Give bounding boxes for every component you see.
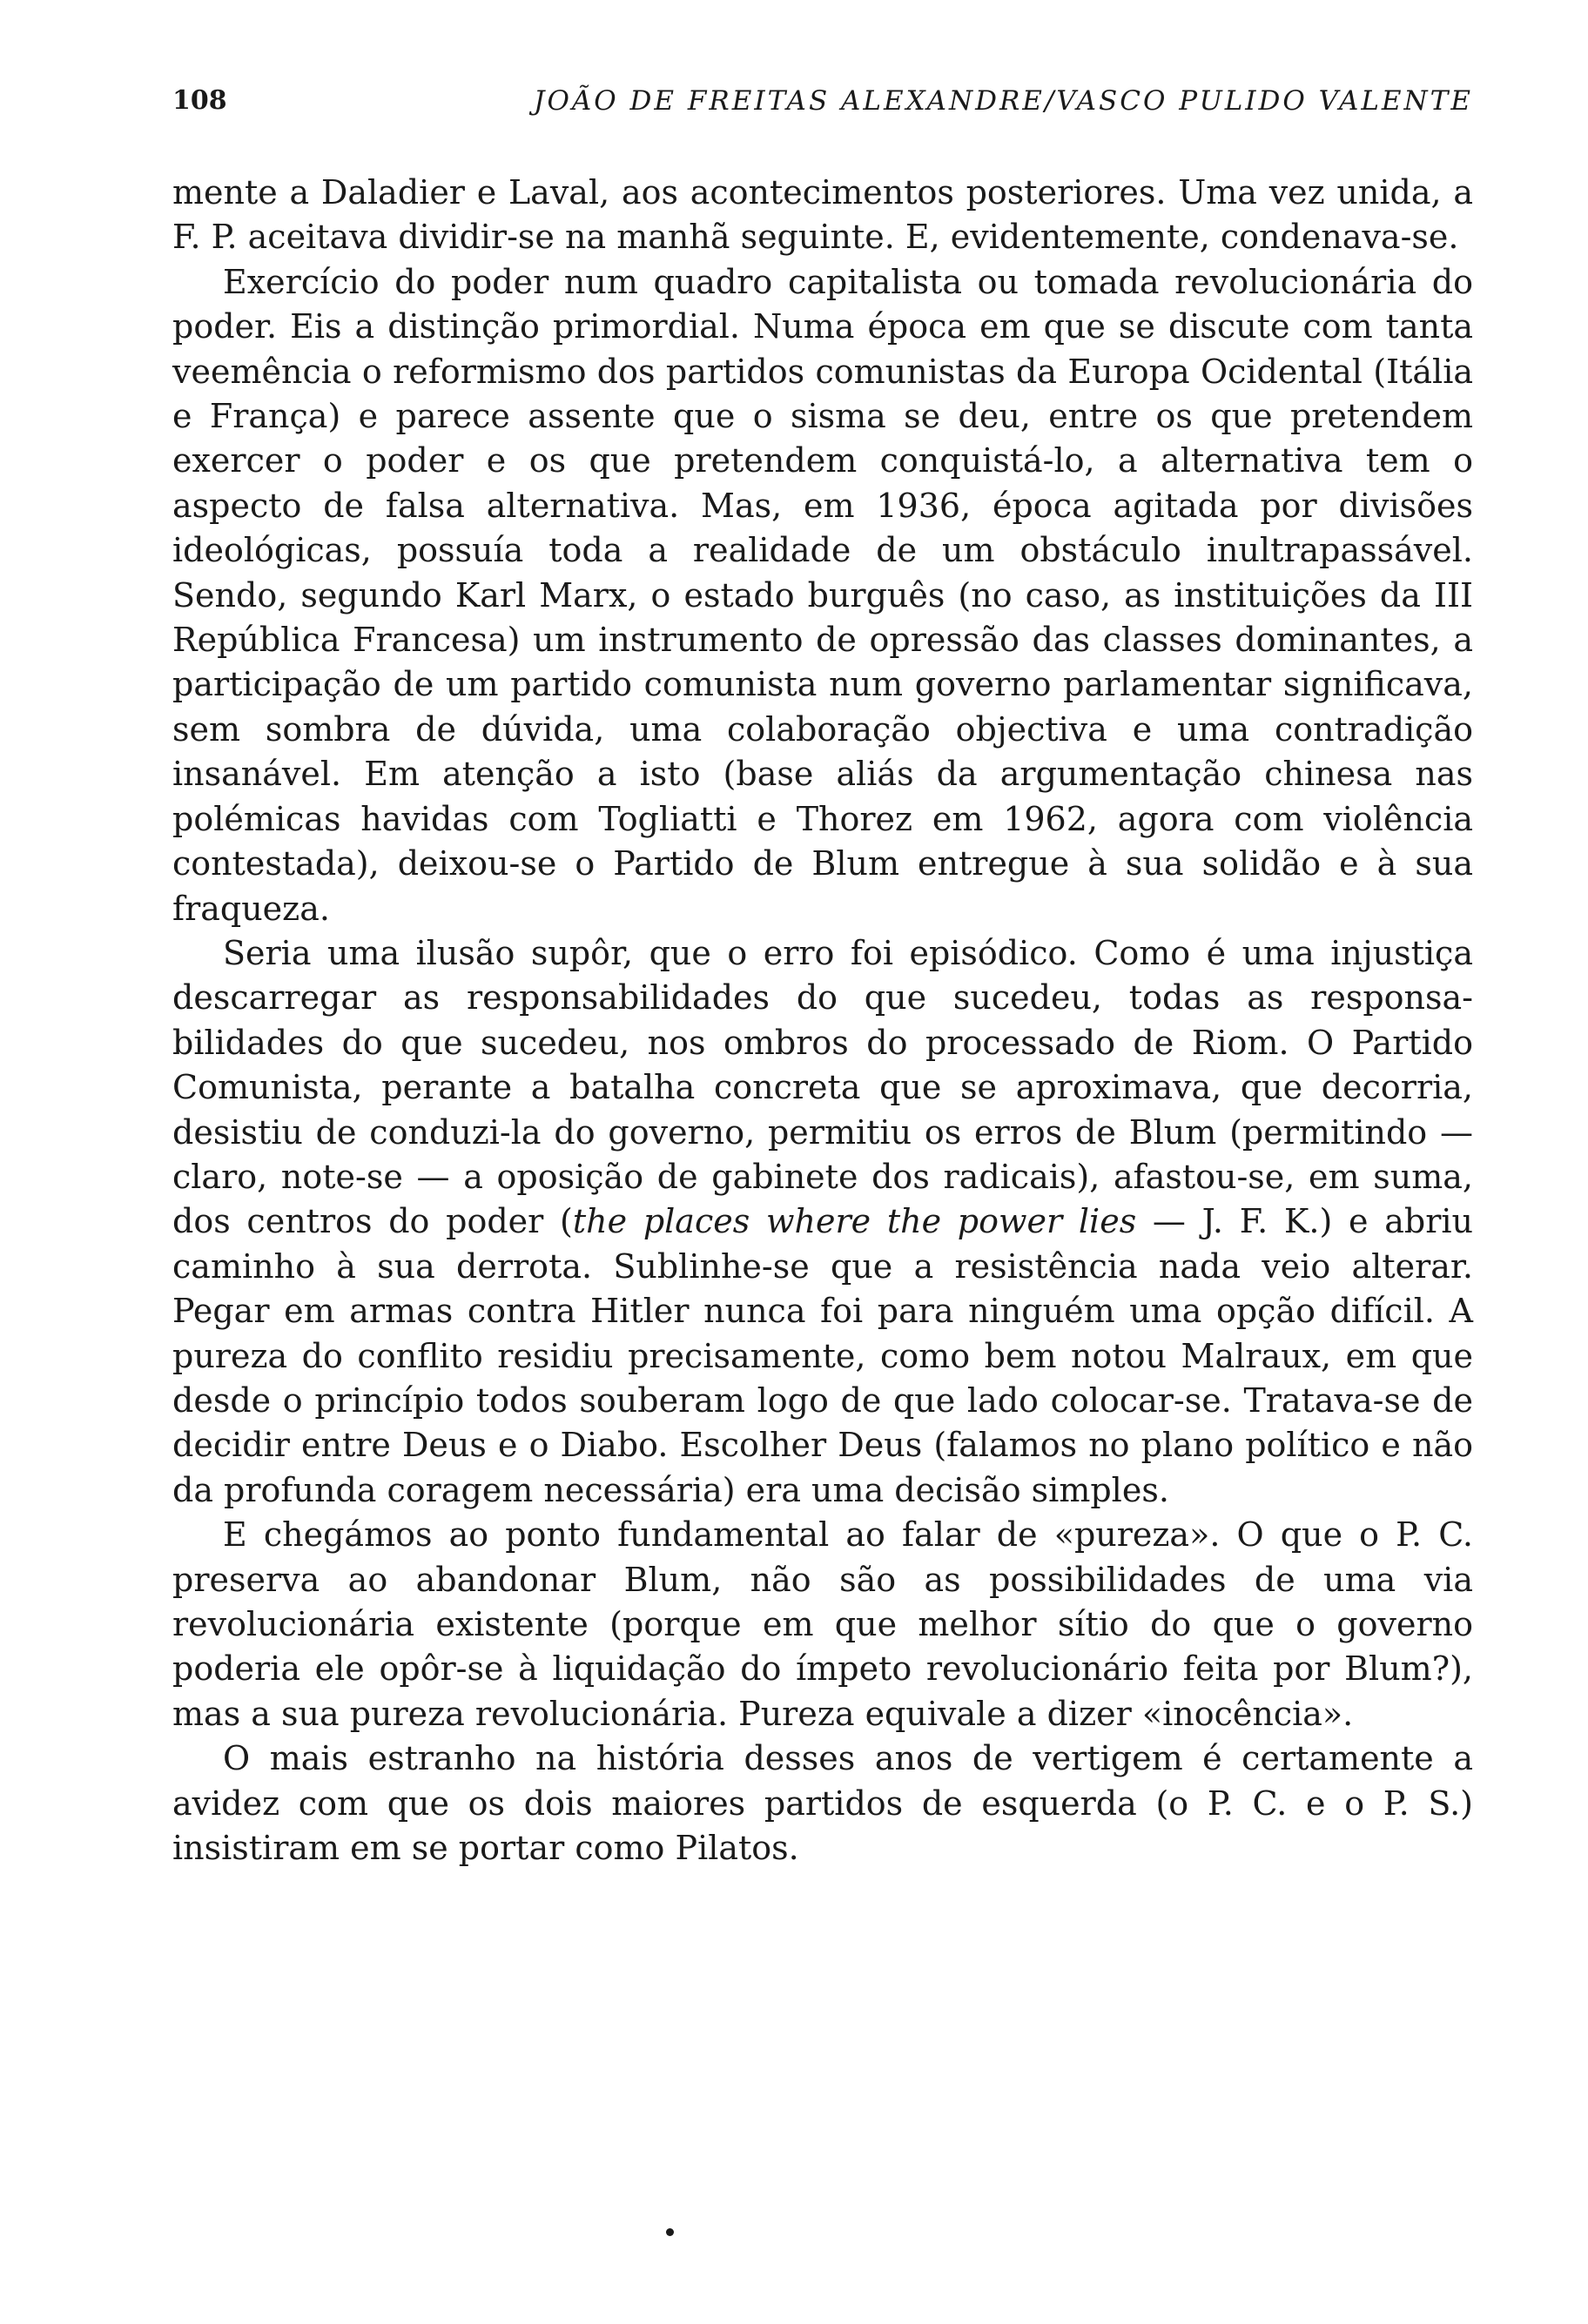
paragraph-2: Exercício do poder num quadro capitalista ou tomada revolucionária do poder. Eis a distinção primordial. Numa época em que se discute com tanta veemência o reformismo dos partidos comunistas da Europa Ocidental (Itália e França) e parece assente que o sisma se deu, entre os que pretendem exercer o poder e os que pretendem conquistá-lo, a alternativa tem o aspecto de falsa alternativa. Mas, em 1936, época agitada por divisões ideológicas, possuía toda a realidade de um obstáculo inultrapassável. Sendo, segundo Karl Marx, o estado burguês (no caso, as instituições da III República Francesa) um instrumento de opressão das classes dominantes, a participação de um partido comunista num governo parlamentar significava, sem sombra de dúvida, uma colaboração objectiva e uma contradição insanável. Em atenção a isto (base aliás da argumentação chinesa nas polémicas havidas com Togliatti e Thorez em 1962, agora com violência contestada), deixou-se o Partido de Blum entregue à sua solidão e à sua fraqueza. (172, 262, 1473, 928)
running-title: JOÃO DE FREITAS ALEXANDRE/VASCO PULIDO VALENTE (534, 85, 1473, 117)
book-page (172, 84, 1473, 1871)
paragraph-5: O mais estranho na história desses anos de vertigem é certamente a avidez com que os dois maiores partidos de esquerda (o P. C. e o P. S.) insistiram em se portar como Pilatos. (172, 1739, 1473, 1868)
paragraph-3-part-b: — J. F. K.) e abriu caminho à sua derrota. Sublinhe-se que a resistência nada veio alterar. Pegar em armas contra Hitler nunca foi para ninguém uma opção difícil. A pureza do conflito residiu precisamente, como bem notou Malraux, em que desde o princípio todos souberam logo de que lado colocar-se. Tratava-se de decidir entre Deus e o Diabo. Escolher Deus (falamos no plano político e não da profunda coragem necessária) era uma decisão simples. (172, 1202, 1473, 1509)
footer-dot-mark (666, 2228, 674, 2236)
running-header (172, 84, 1473, 127)
paragraph-1: mente a Daladier e Laval, aos acontecimentos posteriores. Uma vez unida, a F. P. aceitava dividir-se na manhã seguinte. E, evidentemente, condenava-se. (172, 173, 1473, 257)
paragraph-3 (172, 931, 1473, 1513)
body-text (172, 171, 1473, 1871)
quoted-phrase: the places where the power lies (572, 1202, 1137, 1241)
paragraph-4: E chegámos ao ponto fundamental ao falar de «pureza». O que o P. C. preserva ao abandonar Blum, não são as possibilidades de uma via revolucionária existente (porque em que melhor sítio do que o governo poderia ele opôr-se à liquidação do ímpeto revolucionário feita por Blum?), mas a sua pureza revolucionária. Pureza equivale a dizer «inocência». (172, 1515, 1473, 1733)
page-number: 108 (172, 85, 227, 116)
paragraph-3-part-a: Seria uma ilusão supôr, que o erro foi episódico. Como é uma injustiça descarregar as responsabilidades do que sucedeu, todas as responsabilidades do que sucedeu, nos ombros do processado de Riom. O Partido Comunista, perante a batalha concreta que se aproximava, que decorria, desistiu de conduzi-la do governo, permitiu os erros de Blum (permitindo — claro, note-se — a oposição de gabinete dos radicais), afastou-se, em suma, dos centros do poder ( (172, 933, 1473, 1241)
